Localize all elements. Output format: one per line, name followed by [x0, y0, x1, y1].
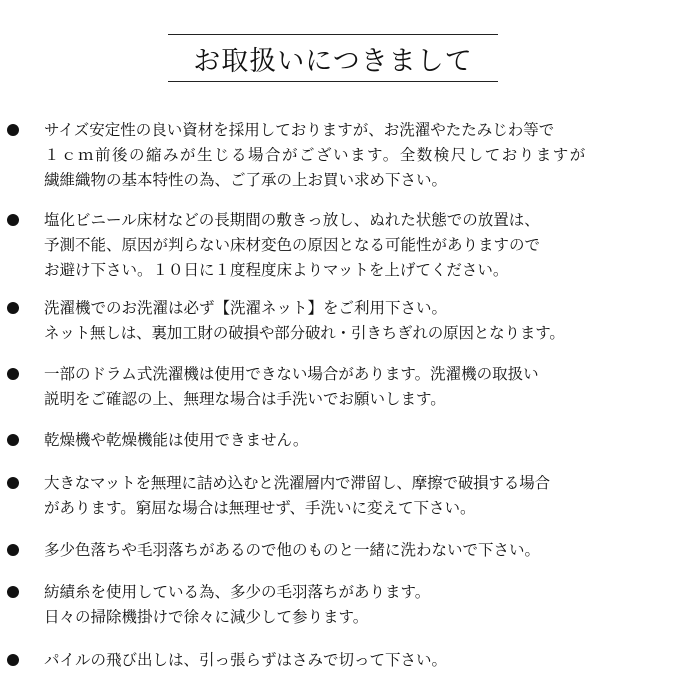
note-line: 一部のドラム式洗濯機は使用できない場合があります。洗濯機の取扱い	[44, 365, 539, 383]
note-text	[44, 538, 698, 563]
note-line: 大きなマットを無理に詰め込むと洗濯層内で滞留し、摩擦で破損する場合	[44, 474, 550, 492]
bullet-icon	[7, 477, 19, 489]
note-line: 日々の掃除機掛けで徐々に減少して参ります。	[44, 608, 369, 626]
bullet-icon	[7, 302, 19, 314]
bullet-icon	[7, 434, 19, 446]
note-line: 乾燥機や乾燥機能は使用できません。	[44, 431, 309, 449]
note-text	[44, 648, 698, 673]
note-line: 予測不能、原因が判らない床材変色の原因となる可能性がありますので	[44, 236, 541, 254]
note-text	[44, 471, 698, 521]
page-title: お取扱いにつきまして	[193, 45, 473, 77]
note-text	[44, 428, 698, 453]
note-line: 多少色落ちや毛羽落ちがあるので他のものと一緒に洗わないで下さい。	[44, 541, 541, 559]
note-text	[44, 118, 698, 193]
note-line: パイルの飛び出しは、引っ張らずはさみで切って下さい。	[44, 651, 448, 669]
note-text	[44, 208, 698, 283]
note-line: 塩化ビニール床材などの長期間の敷きっ放し、ぬれた状態での放置は、	[44, 211, 540, 229]
bullet-icon	[7, 368, 19, 380]
note-text	[44, 362, 698, 412]
bullet-icon	[7, 586, 19, 598]
bullet-icon	[7, 214, 19, 226]
note-line: サイズ安定性の良い資材を採用しておりますが、お洗濯やたたみじわ等で	[44, 121, 555, 139]
note-line: 説明をご確認の上、無理な場合は手洗いでお願いします。	[44, 390, 446, 408]
title-box	[168, 34, 498, 82]
note-line: 繊維織物の基本特性の為、ご了承の上お買い求め下さい。	[44, 171, 448, 189]
note-line: ネット無しは、裏加工財の破損や部分破れ・引きちぎれの原因となります。	[44, 324, 565, 342]
note-line: 紡績糸を使用している為、多少の毛羽落ちがあります。	[44, 583, 431, 601]
note-line: １ｃｍ前後の縮みが生じる場合がございます。全数検尺しておりますが	[44, 146, 587, 164]
bullet-icon	[7, 124, 19, 136]
note-text	[44, 296, 698, 346]
note-line: お避け下さい。１０日に１度程度床よりマットを上げてください。	[44, 261, 509, 279]
bullet-icon	[7, 654, 19, 666]
bullet-icon	[7, 544, 19, 556]
note-line: 洗濯機でのお洗濯は必ず【洗濯ネット】をご利用下さい。	[44, 299, 448, 317]
note-line: があります。窮屈な場合は無理せず、手洗いに変えて下さい。	[44, 499, 476, 517]
note-text	[44, 580, 698, 630]
